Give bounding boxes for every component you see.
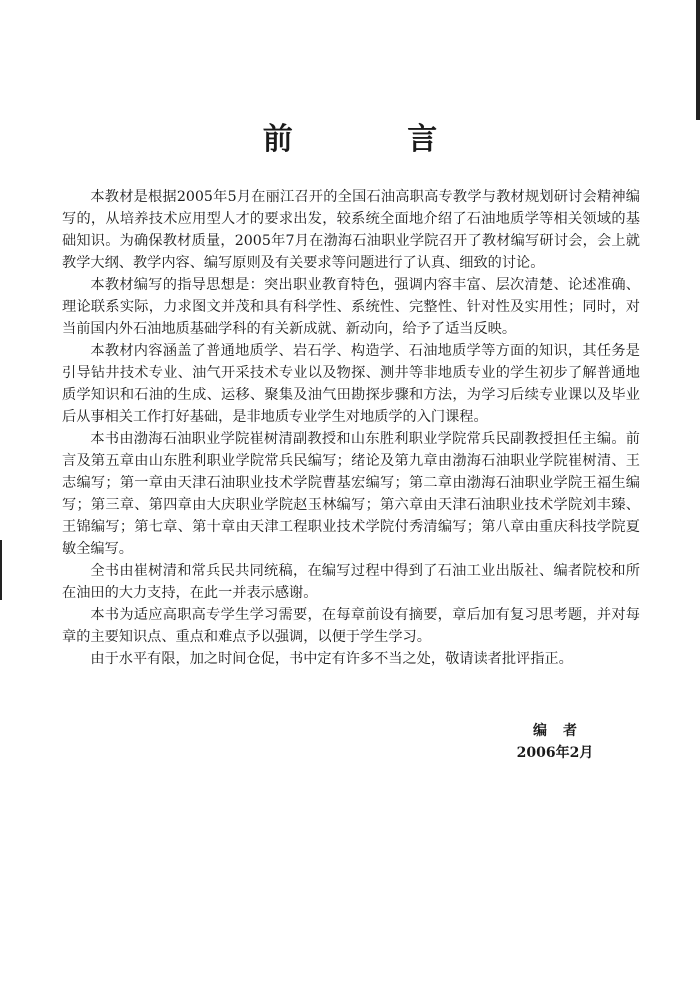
paragraph: 本教材是根据2005年5月在丽江召开的全国石油高职高专教学与教材规划研讨会精神编写的，从培养技术应用型人才的要求出发，较系统全面地介绍了石油地质学等相关领域的基础知识。为确保教材质量，2005年7月在渤海石油职业学院召开了教材编写研讨会，会上就教学大纲、教学内容、编写原则及有关要求等问题进行了认真、细致的讨论。	[62, 189, 640, 271]
scan-edge-mark	[696, 0, 700, 120]
paragraph: 本书由渤海石油职业学院崔树清副教授和山东胜利职业学院常兵民副教授担任主编。前言及第五章由山东胜利职业学院常兵民编写；绪论及第九章由渤海石油职业学院崔树清、王志编写；第一章由天津石油职业技术学院曹基宏编写；第二章由渤海石油职业学院王福生编写；第三章、第四章由大庆职业学院赵玉林编写；第六章由天津石油职业技术学院刘丰臻、王锦编写；第七章、第十章由天津工程职业技术学院付秀清编写；第八章由重庆科技学院夏敏全编写。	[62, 431, 640, 557]
page-title: 前 言	[262, 122, 490, 157]
signature-block	[500, 720, 610, 764]
date-label: 2006年2月	[516, 745, 594, 761]
paragraph: 本教材编写的指导思想是：突出职业教育特色，强调内容丰富、层次清楚、论述准确、理论联系实际，力求图文并茂和具有科学性、系统性、完整性、针对性及实用性；同时，对当前国内外石油地质基础学科的有关新成就、新动向，给予了适当反映。	[62, 277, 640, 337]
preface-body	[62, 186, 640, 670]
author-label: 编者	[533, 723, 593, 739]
paragraph: 本书为适应高职高专学生学习需要，在每章前设有摘要，章后加有复习思考题，并对每章的主要知识点、重点和难点予以强调，以便于学生学习。	[62, 607, 640, 645]
scan-edge-mark	[0, 540, 2, 600]
paragraph: 本教材内容涵盖了普通地质学、岩石学、构造学、石油地质学等方面的知识，其任务是引导钻井技术专业、油气开采技术专业以及物探、测井等非地质专业的学生初步了解普通地质学知识和石油的生成、运移、聚集及油气田勘探步骤和方法，为学习后续专业课以及毕业后从事相关工作打好基础，是非地质专业学生对地质学的入门课程。	[62, 343, 640, 425]
paragraph: 全书由崔树清和常兵民共同统稿，在编写过程中得到了石油工业出版社、编者院校和所在油田的大力支持，在此一并表示感谢。	[62, 563, 640, 601]
paragraph: 由于水平有限，加之时间仓促，书中定有许多不当之处，敬请读者批评指正。	[90, 651, 573, 667]
